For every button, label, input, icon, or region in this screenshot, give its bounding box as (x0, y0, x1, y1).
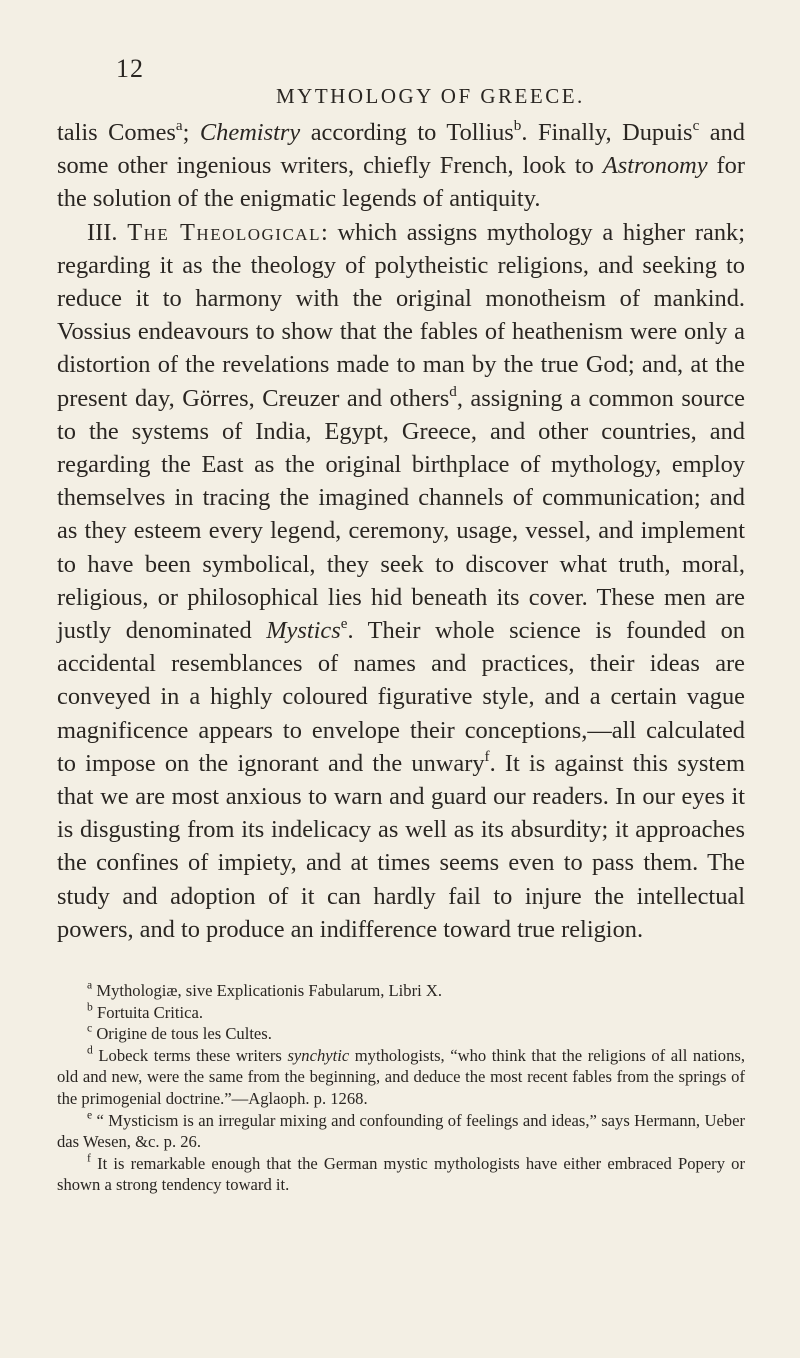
text-run: according to Tollius (300, 119, 514, 146)
footnote-ref-e: e (340, 616, 348, 633)
footnote-text: Origine de tous les Cultes. (96, 1024, 272, 1044)
text-run: and some other ingenious writers, chiefly French, look to (57, 119, 745, 180)
text-run: for the solution of the enigmatic legends of antiquity. (57, 152, 745, 213)
emphasis-mystics: Mystics (266, 617, 341, 645)
emphasis-astronomy: Astronomy (602, 152, 708, 180)
page-number: 12 (116, 54, 144, 83)
footnote-mark: f (87, 1151, 91, 1165)
footnote-f (57, 1153, 745, 1196)
section-number: III. (87, 218, 128, 246)
footnote-a (57, 980, 745, 1002)
footnote-ref-d: d (449, 383, 457, 400)
footnote-ref-b: b (513, 118, 522, 135)
footnote-e (57, 1110, 745, 1153)
footnote-text: Lobeck terms these writers (98, 1045, 288, 1065)
footnote-ref-a: a (175, 118, 183, 135)
footnote-d (57, 1045, 745, 1110)
text-run: ; (182, 119, 200, 146)
footnotes (57, 980, 745, 1196)
footnote-mark: c (87, 1021, 93, 1035)
emphasis-chemistry: Chemistry (199, 119, 301, 146)
running-title: MYTHOLOGY OF GREECE. (276, 84, 585, 108)
emphasis-synchytic: synchytic (287, 1045, 350, 1065)
footnote-c (57, 1023, 745, 1045)
footnote-b (57, 1002, 745, 1024)
footnote-text: It is remarkable enough that the German mystic mythologists have either embraced Popery or shown a strong tendency toward it. (57, 1153, 745, 1195)
footnote-mark: a (87, 978, 93, 992)
main-text (57, 116, 745, 946)
text-run: . Finally, Dupuis (521, 119, 693, 146)
text-run: . Their whole science is founded on accidental resemblances of names and practices, their ideas are conveyed in a highly coloured figurative style, and a certain vague magnificence appears to envelope their conceptions,—all calculated to impose on the ignorant and the unwary (57, 617, 745, 777)
footnote-text: Mythologiæ, sive Explicationis Fabularum, Libri X. (96, 981, 442, 1000)
footnote-ref-f: f (484, 749, 490, 766)
footnote-mark: b (87, 1000, 93, 1014)
text-run: : which assigns mythology a higher rank; regarding it as the theology of polytheistic religions, and seeking to reduce it to harmony with the original monotheism of mankind. Vossius endeavours to show that the fables of heathenism were only a distortion of the revelations made to man by the true God; and, at the present day, Görres, Creuzer and others (57, 218, 746, 412)
section-heading: The Theological (127, 218, 321, 246)
footnote-text: mythologists, “who think that the religions of all nations, old and new, were the same from the beginning, and deduce the most recent fables from the springs of the primogenial doctrine.”—Aglaoph. p. 1268. (57, 1045, 745, 1108)
text-run: . It is against this system that we are most anxious to warn and guard our readers. In our eyes it is disgusting from its indelicacy as well as its absurdity; it approaches the confines of impiety, and at times seems even to pass them. The study and adoption of it can hardly fail to injure the intellectual powers, and to produce an indifference toward true religion. (57, 749, 745, 943)
footnote-mark: e (87, 1108, 93, 1122)
text-run: , assigning a common source to the systems of India, Egypt, Greece, and other countries, and regarding the East as the original birthplace of mythology, employ themselves in tracing the imagined channels of communication; and as they esteem every legend, ceremony, usage, vessel, and implement to have been symbolical, they seek to discover what truth, moral, religious, or philosophical lies hid beneath its cover. These men are justly denominated (57, 384, 745, 645)
footnote-mark: d (87, 1043, 93, 1057)
footnote-text: “ Mysticism is an irregular mixing and confounding of feelings and ideas,” says Hermann, Ueber das Wesen, &c. p. 26. (57, 1110, 745, 1152)
paragraph-continuation (57, 116, 745, 216)
text-run: talis Comes (57, 119, 176, 146)
footnote-ref-c: c (692, 118, 700, 135)
paragraph-theological (57, 216, 745, 946)
footnote-text: Fortuita Critica. (96, 1002, 203, 1022)
